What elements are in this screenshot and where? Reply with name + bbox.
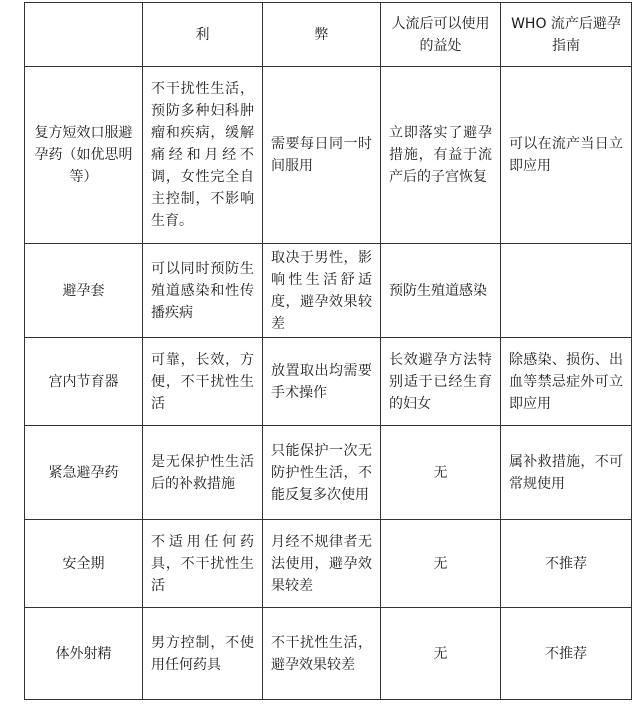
method-cell: 复方短效口服避孕药（如优思明等） (25, 67, 143, 244)
header-row (25, 3, 632, 67)
benefit-cell: 无 (381, 426, 501, 520)
method-cell: 避孕套 (25, 244, 143, 338)
pros-cell: 可以同时预防生殖道感染和性传播疾病 (143, 244, 263, 338)
table-row (25, 520, 632, 608)
benefit-cell: 立即落实了避孕措施，有益于流产后的子宫恢复 (381, 67, 501, 244)
cons-cell: 需要每日同一时间服用 (263, 67, 381, 244)
who-cell: 不推荐 (501, 608, 632, 700)
benefit-cell: 无 (381, 608, 501, 700)
who-cell: 除感染、损伤、出血等禁忌症外可立即应用 (501, 338, 632, 426)
cons-cell: 取决于男性，影响性生活舒适度，避孕效果较差 (263, 244, 381, 338)
header-pros: 利 (143, 3, 263, 67)
table-row (25, 244, 632, 338)
who-cell: 属补救措施，不可常规使用 (501, 426, 632, 520)
table-row (25, 67, 632, 244)
table-row (25, 608, 632, 700)
who-cell (501, 244, 632, 338)
header-cons: 弊 (263, 3, 381, 67)
table-row (25, 426, 632, 520)
pros-cell: 不干扰性生活，预防多种妇科肿瘤和疾病，缓解痛经和月经不调，女性完全自主控制，不影响生育。 (143, 67, 263, 244)
pros-cell: 男方控制，不使用任何药具 (143, 608, 263, 700)
method-cell: 安全期 (25, 520, 143, 608)
cons-cell: 不干扰性生活，避孕效果较差 (263, 608, 381, 700)
benefit-cell: 无 (381, 520, 501, 608)
who-cell: 不推荐 (501, 520, 632, 608)
cons-cell: 放置取出均需要手术操作 (263, 338, 381, 426)
header-method (25, 3, 143, 67)
pros-cell: 可靠，长效，方便，不干扰性生活 (143, 338, 263, 426)
benefit-cell: 长效避孕方法特别适于已经生育的妇女 (381, 338, 501, 426)
method-cell: 宫内节育器 (25, 338, 143, 426)
contraception-table (24, 2, 632, 700)
header-who: WHO 流产后避孕指南 (501, 3, 632, 67)
cons-cell: 只能保护一次无防护性生活，不能反复多次使用 (263, 426, 381, 520)
pros-cell: 是无保护性生活后的补救措施 (143, 426, 263, 520)
method-cell: 体外射精 (25, 608, 143, 700)
who-cell: 可以在流产当日立即应用 (501, 67, 632, 244)
cons-cell: 月经不规律者无法使用，避孕效果较差 (263, 520, 381, 608)
header-benefit: 人流后可以使用的益处 (381, 3, 501, 67)
table-row (25, 338, 632, 426)
benefit-cell: 预防生殖道感染 (381, 244, 501, 338)
pros-cell: 不适用任何药具，不干扰性生活 (143, 520, 263, 608)
method-cell: 紧急避孕药 (25, 426, 143, 520)
